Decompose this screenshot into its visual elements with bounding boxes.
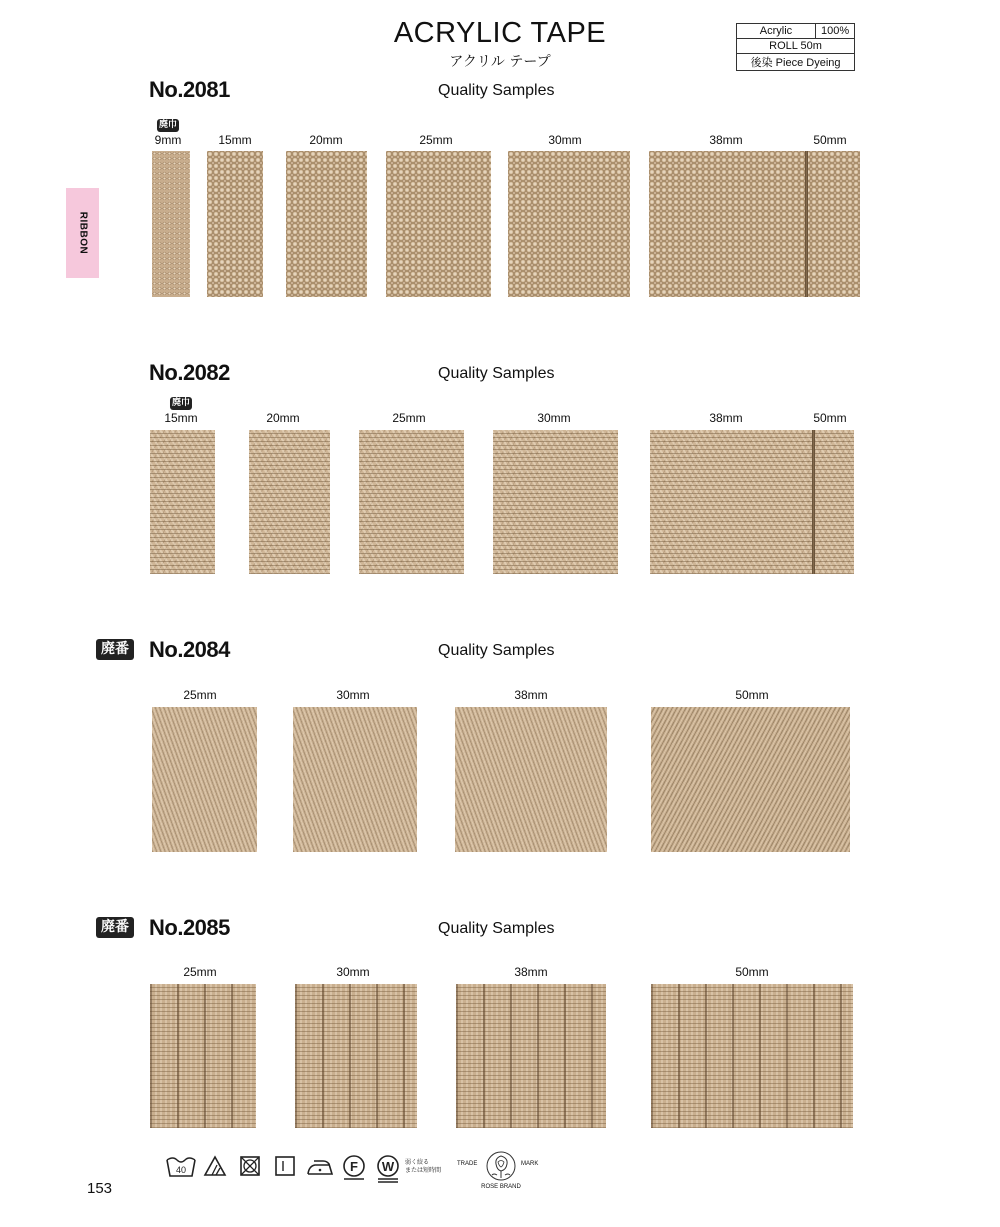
discontinued-width-badge: 廃巾 (158, 120, 178, 130)
page-number: 153 (87, 1180, 113, 1197)
tape-swatch (386, 151, 491, 297)
wash-40-icon (165, 1152, 197, 1182)
overlap-seam (805, 151, 808, 297)
tape-swatch (649, 151, 860, 297)
tape-swatch (286, 151, 367, 297)
wet-clean-w-icon (375, 1152, 401, 1184)
width-label: 25mm (183, 965, 217, 979)
width-label: 30mm (336, 965, 370, 979)
brand-name-text: ROSE BRAND (481, 1184, 521, 1190)
width-label: 38mm (514, 688, 548, 702)
tape-swatch (150, 984, 256, 1128)
spec-material: Acrylic (737, 24, 816, 39)
bleach-icon (203, 1152, 227, 1182)
care-note-line: または短時間 (405, 1167, 442, 1174)
model-number: No.2081 (149, 77, 230, 102)
ribbon-tab-label: RIBBON (77, 211, 88, 255)
width-label: 50mm (813, 133, 847, 147)
ribbon-side-tab (66, 188, 99, 278)
tape-swatch (456, 984, 606, 1128)
tape-swatch (455, 707, 607, 852)
width-label: 50mm (813, 411, 847, 425)
spec-dyeing: 後染 Piece Dyeing (737, 54, 855, 71)
width-label: 30mm (537, 411, 571, 425)
tape-swatch (150, 430, 215, 574)
tape-swatch (508, 151, 630, 297)
width-label: 25mm (392, 411, 426, 425)
tape-swatch (295, 984, 417, 1128)
tape-swatch (152, 707, 257, 852)
width-label: 9mm (154, 133, 182, 147)
care-symbols (165, 1152, 442, 1188)
model-number: No.2085 (149, 915, 230, 940)
tape-swatch (650, 430, 854, 574)
care-note (405, 1159, 441, 1175)
width-label: 25mm (419, 133, 453, 147)
wet-clean-letter: W (381, 1159, 395, 1174)
width-label: 20mm (309, 133, 343, 147)
width-label: 25mm (183, 688, 217, 702)
rose-brand-logo (457, 1144, 545, 1194)
width-label: 20mm (266, 411, 300, 425)
tape-swatch (249, 430, 330, 574)
width-label: 50mm (735, 688, 769, 702)
discontinued-width-badge: 廃巾 (171, 398, 191, 408)
discontinued-badge: 廃番 (96, 639, 134, 660)
no-tumble-dry-icon (238, 1152, 262, 1182)
model-number: No.2082 (149, 360, 230, 385)
width-label: 15mm (218, 133, 252, 147)
tape-swatch (152, 151, 190, 297)
dryclean-letter: F (350, 1159, 358, 1174)
width-label: 15mm (164, 411, 198, 425)
section-caption: Quality Samples (438, 642, 555, 659)
spec-material-pct: 100% (816, 24, 855, 39)
width-label: 30mm (548, 133, 582, 147)
brand-mark-text: MARK (521, 1161, 539, 1167)
spec-roll: ROLL 50m (737, 39, 855, 54)
tape-swatch (493, 430, 618, 574)
width-label: 30mm (336, 688, 370, 702)
discontinued-badge: 廃番 (96, 917, 134, 938)
tape-swatch (359, 430, 464, 574)
iron-icon (305, 1152, 335, 1182)
line-dry-icon (273, 1152, 297, 1182)
dryclean-f-icon (341, 1152, 367, 1182)
tape-swatch (651, 984, 853, 1128)
tape-swatch (651, 707, 850, 852)
section-caption: Quality Samples (438, 82, 555, 99)
section-caption: Quality Samples (438, 920, 555, 937)
width-label: 50mm (735, 965, 769, 979)
overlap-seam (812, 430, 815, 574)
page-title: ACRYLIC TAPE (393, 17, 607, 49)
spec-table (736, 23, 855, 71)
brand-trade-text: TRADE (457, 1161, 478, 1167)
tape-swatch (293, 707, 417, 852)
tape-swatch (207, 151, 263, 297)
section-caption: Quality Samples (438, 365, 555, 382)
page-subtitle: アクリル テープ (449, 54, 551, 70)
wash-temp: 40 (175, 1165, 187, 1175)
width-label: 38mm (514, 965, 548, 979)
model-number: No.2084 (149, 637, 230, 662)
width-label: 38mm (709, 411, 743, 425)
width-label: 38mm (709, 133, 743, 147)
care-note-line: 弱く絞る (405, 1159, 430, 1166)
